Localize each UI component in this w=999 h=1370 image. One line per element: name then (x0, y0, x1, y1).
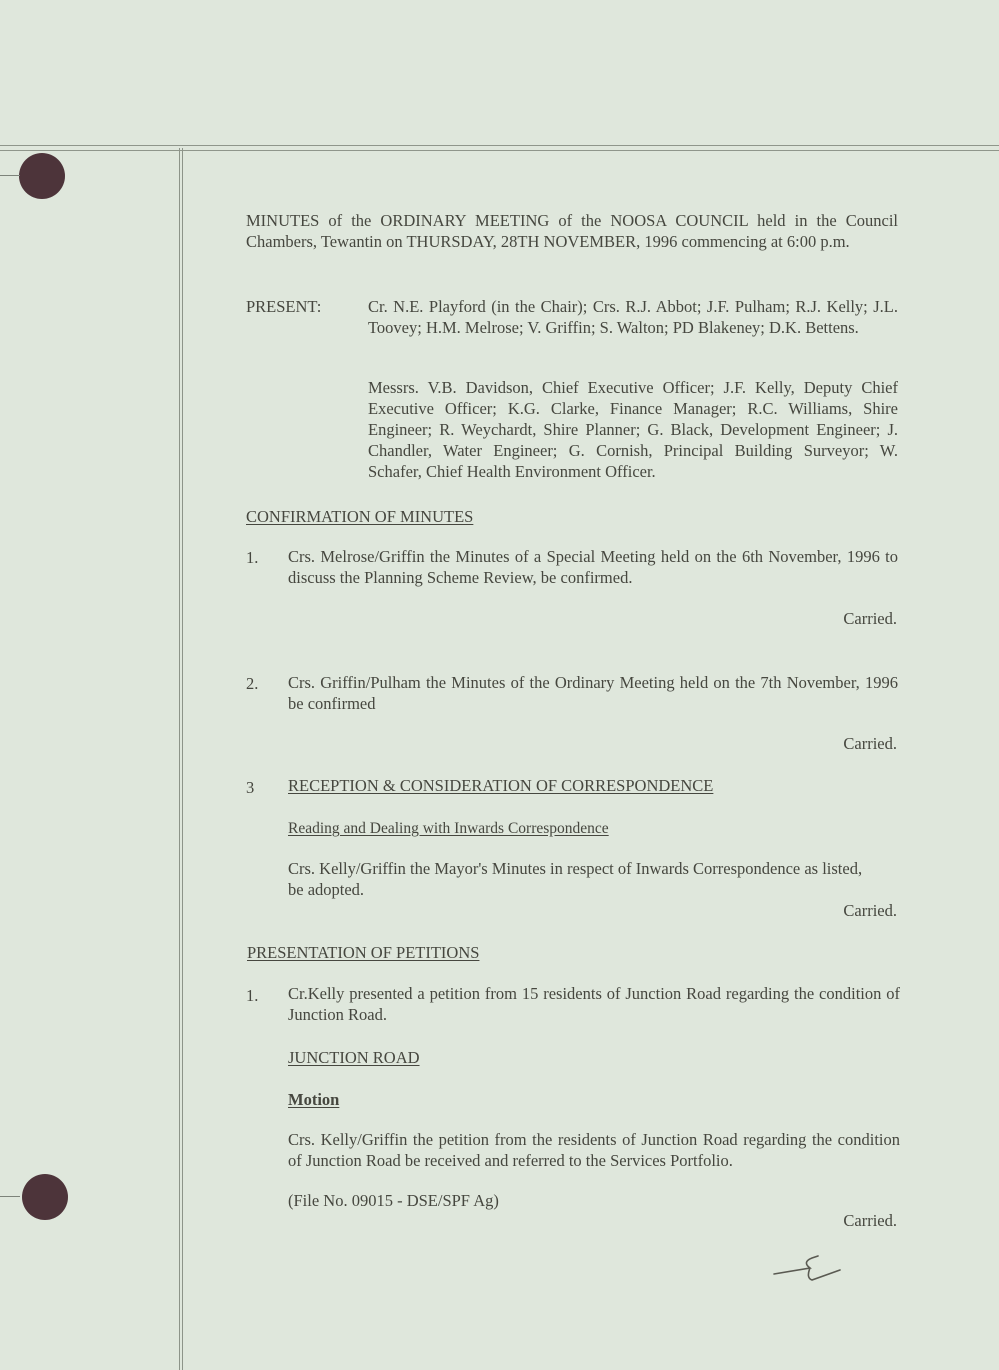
section-title-petitions: PRESENTATION OF PETITIONS (247, 943, 480, 962)
item-number: 2. (246, 674, 259, 693)
present-officers: Messrs. V.B. Davidson, Chief Executive Officer; J.F. Kelly, Deputy Chief Executive Officer; K.G. Clarke, Finance Manager; R.C. Williams, Shire Engineer; R. Weychardt, Shire Planner; G. Black, Development Engineer; J. Chandler, Water Engineer; G. Cornish, Principal Building Surveyor; W. Schafer, Chief Health Environment Officer. (368, 378, 898, 481)
petition-text: Cr.Kelly presented a petition from 15 residents of Junction Road regarding the condition of Junction Road. (288, 984, 900, 1024)
section-title-confirmation: CONFIRMATION OF MINUTES (246, 507, 474, 526)
minutes-heading: MINUTES of the ORDINARY MEETING of the NOOSA COUNCIL held in the Council Chambers, Tewantin on THURSDAY, 28TH NOVEMBER, 1996 commencing at 6:00 p.m. (246, 211, 898, 251)
top-rule-1 (0, 145, 999, 146)
subsection-title-inwards: Reading and Dealing with Inwards Correspondence (288, 820, 609, 837)
binding-hole-top-mark (0, 175, 20, 176)
margin-rule-2 (182, 148, 183, 1370)
binding-hole-top (19, 153, 65, 199)
top-rule-2 (0, 150, 999, 151)
carried-status: Carried. (843, 609, 897, 628)
motion-label: Motion (288, 1090, 340, 1109)
present-label: PRESENT: (246, 297, 322, 316)
item-number: 1. (246, 548, 259, 567)
signature-initials-icon (772, 1252, 848, 1288)
present-councillors: Cr. N.E. Playford (in the Chair); Crs. R.J. Abbot; J.F. Pulham; R.J. Kelly; J.L. Toovey; H.M. Melrose; V. Griffin; S. Walton; PD Blakeney; D.K. Bettens. (368, 297, 898, 337)
carried-status: Carried. (843, 734, 897, 753)
correspondence-text: Crs. Kelly/Griffin the Mayor's Minutes in respect of Inwards Correspondence as listed, be adopted. (288, 859, 863, 899)
item-number: 1. (246, 986, 259, 1005)
binding-hole-bottom (22, 1174, 68, 1220)
file-reference: (File No. 09015 - DSE/SPF Ag) (288, 1191, 499, 1210)
section-title-correspondence: RECEPTION & CONSIDERATION OF CORRESPONDENCE (288, 776, 714, 795)
carried-status: Carried. (843, 901, 897, 920)
binding-hole-bottom-mark (0, 1196, 20, 1197)
margin-rule-1 (179, 148, 180, 1370)
carried-status: Carried. (843, 1211, 897, 1230)
petition-subject: JUNCTION ROAD (288, 1048, 420, 1067)
confirmation-item-text: Crs. Griffin/Pulham the Minutes of the Ordinary Meeting held on the 7th November, 1996 be confirmed (288, 673, 898, 713)
confirmation-item-text: Crs. Melrose/Griffin the Minutes of a Special Meeting held on the 6th November, 1996 to discuss the Planning Scheme Review, be confirmed. (288, 547, 898, 587)
motion-text: Crs. Kelly/Griffin the petition from the residents of Junction Road regarding the condition of Junction Road be received and referred to the Services Portfolio. (288, 1130, 900, 1170)
item-number: 3 (246, 778, 255, 797)
